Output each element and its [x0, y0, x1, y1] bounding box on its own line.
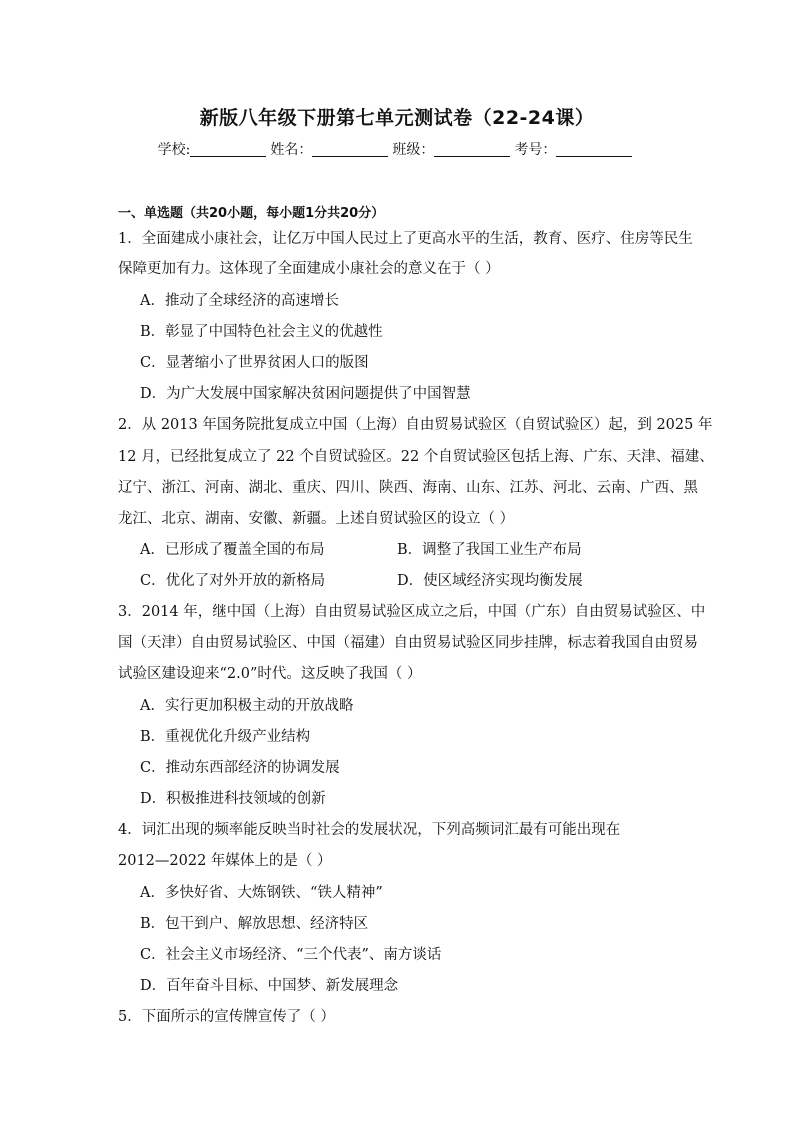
question-1-option-c: C．显著缩小了世界贫困人口的版图	[140, 355, 369, 371]
question-4-option-b: B．包干到户、解放思想、经济特区	[140, 916, 369, 932]
section-heading: 一、单选题（共20小题，每小题1分共20分）	[118, 206, 385, 221]
question-3-option-a: A．实行更加积极主动的开放战略	[140, 698, 354, 714]
question-3-option-b: B．重视优化升级产业结构	[140, 729, 311, 745]
question-1-line-1: 1．全面建成小康社会，让亿万中国人民过上了更高水平的生活，教育、医疗、住房等民生	[118, 231, 693, 247]
school-label: 学校:	[157, 142, 191, 158]
question-3-line-3: 试验区建设迎来“2.0”时代。这反映了我国（ ）	[118, 666, 422, 682]
question-2-line-3: 辽宁、浙江、河南、湖北、重庆、四川、陕西、海南、山东、江苏、河北、云南、广西、黑	[118, 480, 698, 496]
student-info-line	[0, 139, 794, 159]
page-title: 新版八年级下册第七单元测试卷（22-24课）	[199, 107, 595, 129]
question-4-option-c: C．社会主义市场经济、“三个代表”、南方谈话	[140, 947, 442, 963]
question-5-line-1: 5．下面所示的宣传牌宣传了（ ）	[118, 1009, 335, 1025]
question-2-line-1: 2．从 2013 年国务院批复成立中国（上海）自由贸易试验区（自贸试验区）起，到 2025 年	[118, 417, 713, 433]
question-4-option-d: D．百年奋斗目标、中国梦、新发展理念	[140, 978, 399, 994]
question-2-line-2: 12 月，已经批复成立了 22 个自贸试验区。22 个自贸试验区包括上海、广东、天津、福建、	[118, 449, 714, 465]
question-3-option-c: C．推动东西部经济的协调发展	[140, 760, 340, 776]
question-4-line-1: 4．词汇出现的频率能反映当时社会的发展状况，下列高频词汇最有可能出现在	[118, 822, 621, 838]
class-blank[interactable]	[434, 142, 510, 157]
school-blank[interactable]	[190, 142, 266, 157]
question-4-line-2: 2012—2022 年媒体上的是（ ）	[118, 853, 332, 869]
exam-number-blank[interactable]	[556, 142, 632, 157]
question-4-option-a: A．多快好省、大炼钢铁、“铁人精神”	[140, 885, 383, 901]
question-1-option-a: A．推动了全球经济的高速增长	[140, 293, 339, 309]
question-2-option-d: D．使区域经济实现均衡发展	[397, 573, 583, 589]
class-label: 班级：	[392, 142, 435, 158]
question-1-line-2: 保障更加有力。这体现了全面建成小康社会的意义在于（ ）	[118, 261, 500, 277]
name-blank[interactable]	[312, 142, 388, 157]
name-label: 姓名：	[270, 142, 313, 158]
question-3-line-2: 国（天津）自由贸易试验区、中国（福建）自由贸易试验区同步挂牌，标志着我国自由贸易	[118, 635, 698, 651]
question-1-option-b: B．彰显了中国特色社会主义的优越性	[140, 324, 383, 340]
question-2-line-4: 龙江、北京、湖南、安徽、新疆。上述自贸试验区的设立（ ）	[118, 511, 515, 527]
question-1-option-d: D．为广大发展中国家解决贫困问题提供了中国智慧	[140, 386, 471, 402]
question-2-option-c: C．优化了对外开放的新格局	[140, 573, 326, 589]
question-2-option-b: B．调整了我国工业生产布局	[397, 542, 582, 558]
exam-number-label: 考号：	[514, 142, 557, 158]
question-3-line-1: 3．2014 年，继中国（上海）自由贸易试验区成立之后，中国（广东）自由贸易试验区、中	[118, 604, 706, 620]
question-3-option-d: D．积极推进科技领域的创新	[140, 791, 326, 807]
question-2-option-a: A．已形成了覆盖全国的布局	[140, 542, 325, 558]
